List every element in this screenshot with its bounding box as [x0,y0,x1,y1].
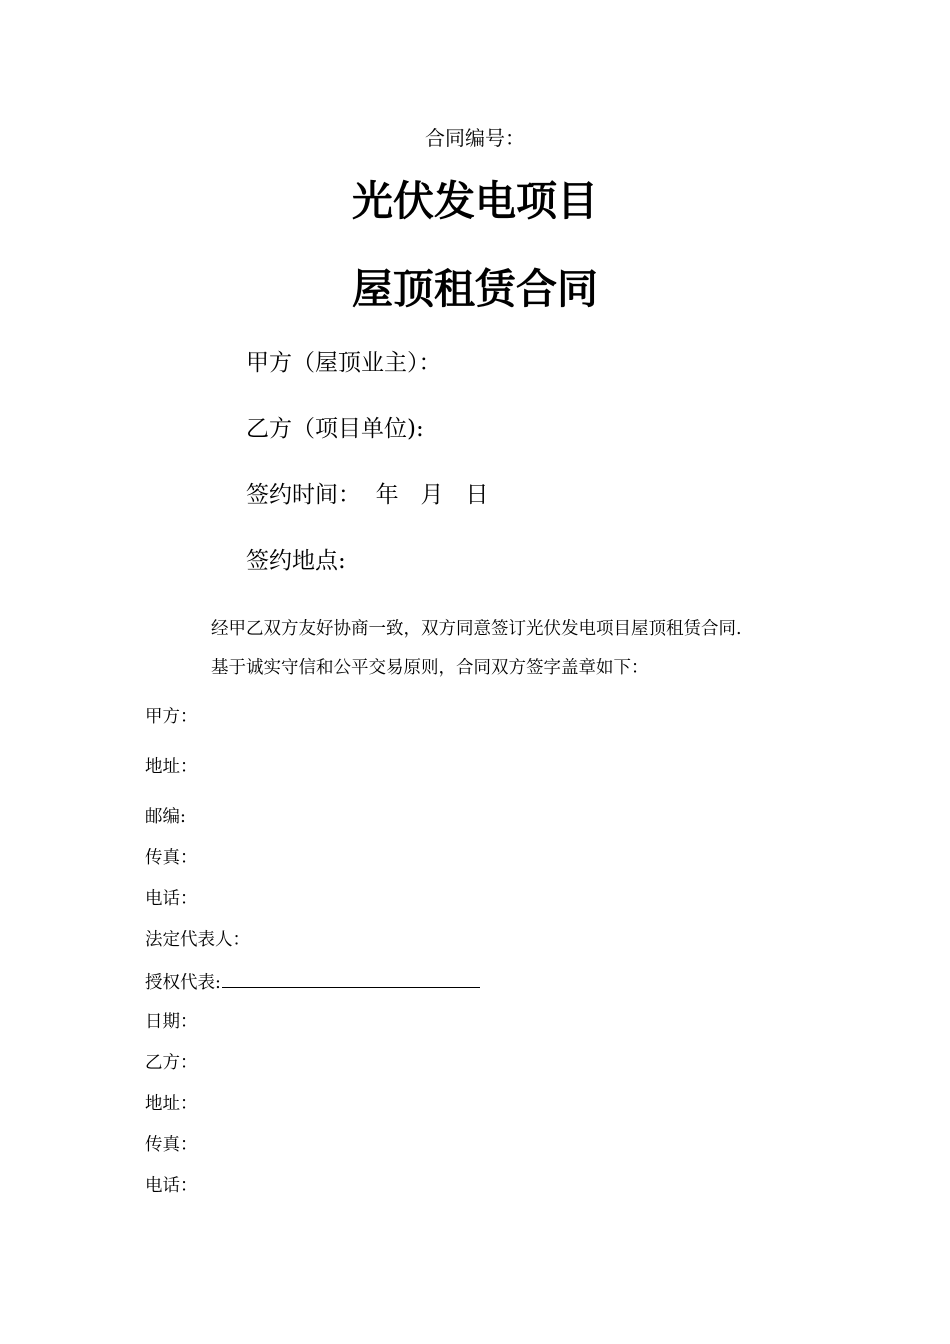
cover-party-b: 乙方（项目单位): [246,416,424,442]
sig-party-b: 乙方： [145,1053,198,1073]
authorized-rep-label: 授权代表: [145,973,221,993]
body-paragraph-1: 经甲乙双方友好协商一致，双方同意签订光伏发电项目屋顶租赁合同. [211,619,742,639]
contract-number-label: 合同编号： [425,126,525,150]
document-title-line1: 光伏发电项目 [352,177,598,225]
sig-party-a-address: 地址： [145,757,198,777]
body-paragraph-2: 基于诚实守信和公平交易原则，合同双方签字盖章如下： [211,658,649,678]
sig-party-a-phone: 电话： [145,889,198,909]
signature-blank-line [222,969,480,988]
cover-party-a: 甲方（屋顶业主）： [246,350,442,376]
sig-party-a-fax: 传真： [145,848,198,868]
sig-party-a-date: 日期： [145,1012,198,1032]
sig-party-b-address: 地址： [145,1094,198,1114]
sig-party-a-authorized-rep [145,969,480,995]
sig-party-b-fax: 传真： [145,1135,198,1155]
sig-party-a-legal-rep: 法定代表人： [145,930,250,950]
cover-sign-time: 签约时间： 年 月 日 [246,482,489,508]
sig-party-b-phone: 电话： [145,1176,198,1196]
document-title-line2: 屋顶租赁合同 [352,265,598,313]
cover-sign-place: 签约地点: [246,548,346,574]
sig-party-a: 甲方： [145,707,198,727]
sig-party-a-postcode: 邮编: [145,807,186,827]
